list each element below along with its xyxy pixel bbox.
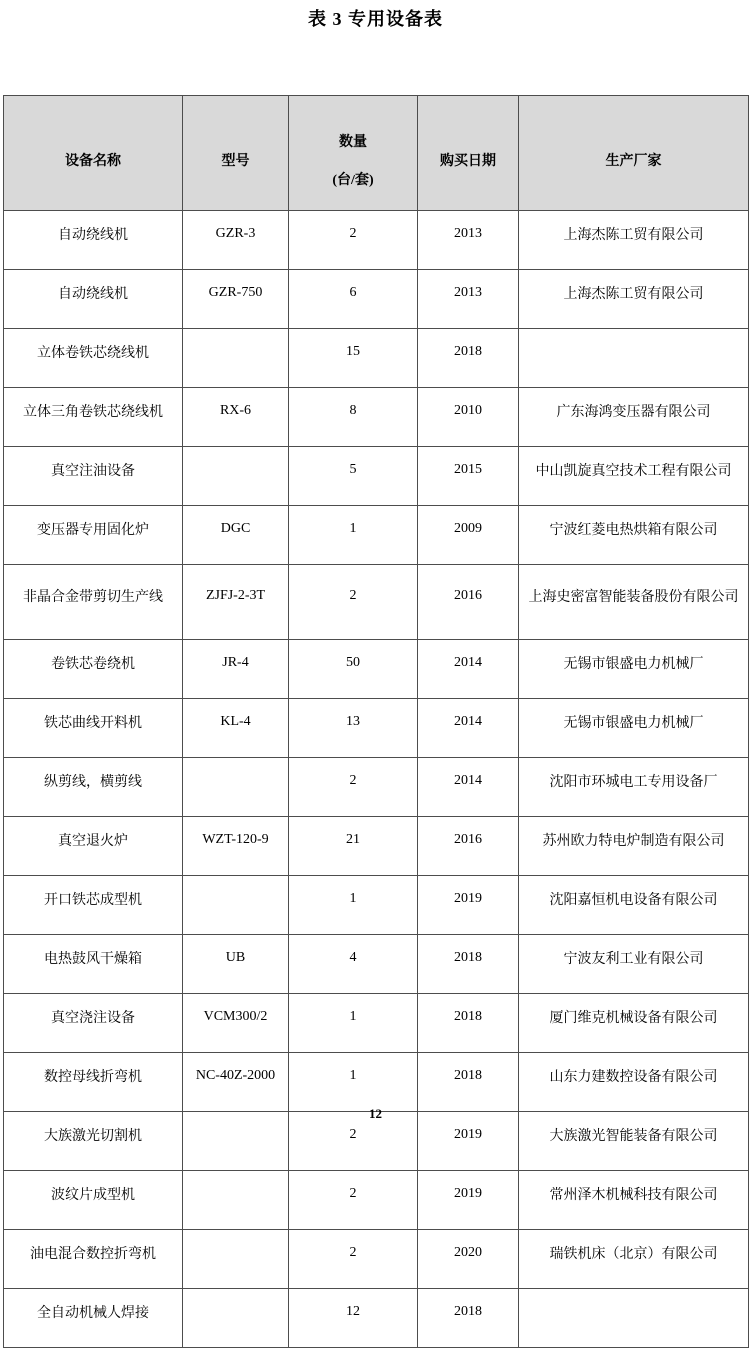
cell-manufacturer: 沈阳嘉恒机电设备有限公司 bbox=[519, 876, 749, 935]
cell-quantity: 21 bbox=[289, 817, 418, 876]
table-row bbox=[4, 1289, 749, 1348]
cell-manufacturer: 沈阳市环城电工专用设备厂 bbox=[519, 758, 749, 817]
table-row bbox=[4, 994, 749, 1053]
cell-equipment-name: 铁芯曲线开料机 bbox=[4, 699, 183, 758]
table-row bbox=[4, 640, 749, 699]
cell-quantity: 1 bbox=[289, 1053, 418, 1112]
cell-model: DGC bbox=[183, 506, 289, 565]
cell-purchase-date: 2016 bbox=[418, 817, 519, 876]
table-row bbox=[4, 876, 749, 935]
cell-purchase-date: 2019 bbox=[418, 1112, 519, 1171]
cell-model: VCM300/2 bbox=[183, 994, 289, 1053]
table-row bbox=[4, 211, 749, 270]
cell-manufacturer: 厦门维克机械设备有限公司 bbox=[519, 994, 749, 1053]
cell-purchase-date: 2013 bbox=[418, 211, 519, 270]
cell-manufacturer: 宁波友利工业有限公司 bbox=[519, 935, 749, 994]
table-row bbox=[4, 506, 749, 565]
table-title: 表 3 专用设备表 bbox=[308, 9, 443, 29]
cell-purchase-date: 2018 bbox=[418, 1053, 519, 1112]
cell-equipment-name: 立体三角卷铁芯绕线机 bbox=[4, 388, 183, 447]
cell-equipment-name: 立体卷铁芯绕线机 bbox=[4, 329, 183, 388]
cell-purchase-date: 2010 bbox=[418, 388, 519, 447]
cell-equipment-name: 非晶合金带剪切生产线 bbox=[4, 565, 183, 640]
cell-model bbox=[183, 447, 289, 506]
column-header-manufacturer: 生产厂家 bbox=[519, 96, 749, 211]
cell-quantity: 2 bbox=[289, 1171, 418, 1230]
table-row bbox=[4, 1053, 749, 1112]
cell-manufacturer: 山东力建数控设备有限公司 bbox=[519, 1053, 749, 1112]
cell-quantity: 8 bbox=[289, 388, 418, 447]
cell-purchase-date: 2016 bbox=[418, 565, 519, 640]
cell-quantity: 1 bbox=[289, 506, 418, 565]
cell-purchase-date: 2020 bbox=[418, 1230, 519, 1289]
table-row bbox=[4, 270, 749, 329]
cell-purchase-date: 2018 bbox=[418, 935, 519, 994]
cell-purchase-date: 2019 bbox=[418, 876, 519, 935]
table-row bbox=[4, 329, 749, 388]
cell-quantity: 15 bbox=[289, 329, 418, 388]
cell-purchase-date: 2009 bbox=[418, 506, 519, 565]
column-header-quantity bbox=[289, 96, 418, 211]
table-row bbox=[4, 758, 749, 817]
cell-quantity: 2 bbox=[289, 1230, 418, 1289]
table-row bbox=[4, 565, 749, 640]
cell-model: RX-6 bbox=[183, 388, 289, 447]
cell-equipment-name: 真空退火炉 bbox=[4, 817, 183, 876]
cell-quantity: 5 bbox=[289, 447, 418, 506]
table-row bbox=[4, 447, 749, 506]
cell-manufacturer: 上海史密富智能装备股份有限公司 bbox=[519, 565, 749, 640]
table-header-row bbox=[4, 96, 749, 211]
cell-manufacturer: 大族激光智能装备有限公司 bbox=[519, 1112, 749, 1171]
cell-purchase-date: 2018 bbox=[418, 329, 519, 388]
cell-purchase-date: 2018 bbox=[418, 1289, 519, 1348]
cell-equipment-name: 大族激光切割机 bbox=[4, 1112, 183, 1171]
table-body bbox=[4, 211, 749, 1348]
cell-quantity: 1 bbox=[289, 994, 418, 1053]
column-header-model: 型号 bbox=[183, 96, 289, 211]
cell-manufacturer bbox=[519, 1289, 749, 1348]
cell-purchase-date: 2014 bbox=[418, 699, 519, 758]
cell-model: NC-40Z-2000 bbox=[183, 1053, 289, 1112]
cell-equipment-name: 油电混合数控折弯机 bbox=[4, 1230, 183, 1289]
table-row bbox=[4, 935, 749, 994]
cell-equipment-name: 真空注油设备 bbox=[4, 447, 183, 506]
cell-quantity: 13 bbox=[289, 699, 418, 758]
cell-model bbox=[183, 1171, 289, 1230]
cell-equipment-name: 纵剪线，横剪线 bbox=[4, 758, 183, 817]
cell-equipment-name: 全自动机械人焊接 bbox=[4, 1289, 183, 1348]
cell-purchase-date: 2013 bbox=[418, 270, 519, 329]
cell-equipment-name: 卷铁芯卷绕机 bbox=[4, 640, 183, 699]
cell-model: WZT-120-9 bbox=[183, 817, 289, 876]
cell-quantity: 1 bbox=[289, 876, 418, 935]
cell-purchase-date: 2015 bbox=[418, 447, 519, 506]
cell-model bbox=[183, 1230, 289, 1289]
cell-purchase-date: 2014 bbox=[418, 640, 519, 699]
cell-manufacturer: 上海杰陈工贸有限公司 bbox=[519, 270, 749, 329]
cell-quantity: 50 bbox=[289, 640, 418, 699]
table-row bbox=[4, 817, 749, 876]
cell-equipment-name: 自动绕线机 bbox=[4, 270, 183, 329]
cell-quantity: 4 bbox=[289, 935, 418, 994]
page-number: 12 bbox=[369, 1106, 382, 1121]
cell-model bbox=[183, 1289, 289, 1348]
cell-equipment-name: 开口铁芯成型机 bbox=[4, 876, 183, 935]
cell-model: GZR-3 bbox=[183, 211, 289, 270]
table-row bbox=[4, 1171, 749, 1230]
cell-purchase-date: 2014 bbox=[418, 758, 519, 817]
cell-purchase-date: 2019 bbox=[418, 1171, 519, 1230]
cell-quantity: 2 bbox=[289, 758, 418, 817]
cell-model bbox=[183, 876, 289, 935]
cell-manufacturer: 苏州欧力特电炉制造有限公司 bbox=[519, 817, 749, 876]
table-row bbox=[4, 1230, 749, 1289]
column-header-quantity-line1: 数量 bbox=[339, 135, 367, 150]
column-header-equipment-name: 设备名称 bbox=[4, 96, 183, 211]
table-row bbox=[4, 699, 749, 758]
cell-quantity: 12 bbox=[289, 1289, 418, 1348]
cell-model bbox=[183, 758, 289, 817]
cell-purchase-date: 2018 bbox=[418, 994, 519, 1053]
cell-model: GZR-750 bbox=[183, 270, 289, 329]
cell-manufacturer bbox=[519, 329, 749, 388]
column-header-quantity-line2: (台/套) bbox=[332, 173, 374, 188]
cell-equipment-name: 自动绕线机 bbox=[4, 211, 183, 270]
column-header-purchase-date: 购买日期 bbox=[418, 96, 519, 211]
equipment-table bbox=[3, 95, 749, 1348]
cell-model: UB bbox=[183, 935, 289, 994]
cell-manufacturer: 无锡市银盛电力机械厂 bbox=[519, 699, 749, 758]
cell-quantity: 2 bbox=[289, 565, 418, 640]
cell-model: KL-4 bbox=[183, 699, 289, 758]
cell-equipment-name: 波纹片成型机 bbox=[4, 1171, 183, 1230]
cell-model: ZJFJ-2-3T bbox=[183, 565, 289, 640]
cell-quantity: 6 bbox=[289, 270, 418, 329]
cell-manufacturer: 瑞铁机床（北京）有限公司 bbox=[519, 1230, 749, 1289]
cell-manufacturer: 无锡市银盛电力机械厂 bbox=[519, 640, 749, 699]
cell-manufacturer: 上海杰陈工贸有限公司 bbox=[519, 211, 749, 270]
cell-equipment-name: 数控母线折弯机 bbox=[4, 1053, 183, 1112]
cell-manufacturer: 广东海鸿变压器有限公司 bbox=[519, 388, 749, 447]
cell-equipment-name: 电热鼓风干燥箱 bbox=[4, 935, 183, 994]
cell-equipment-name: 真空浇注设备 bbox=[4, 994, 183, 1053]
table-row bbox=[4, 388, 749, 447]
cell-manufacturer: 中山凯旋真空技术工程有限公司 bbox=[519, 447, 749, 506]
cell-model bbox=[183, 329, 289, 388]
cell-quantity: 2 bbox=[289, 211, 418, 270]
cell-equipment-name: 变压器专用固化炉 bbox=[4, 506, 183, 565]
cell-model: JR-4 bbox=[183, 640, 289, 699]
cell-quantity: 2 bbox=[289, 1112, 418, 1171]
cell-manufacturer: 宁波红菱电热烘箱有限公司 bbox=[519, 506, 749, 565]
cell-manufacturer: 常州泽木机械科技有限公司 bbox=[519, 1171, 749, 1230]
